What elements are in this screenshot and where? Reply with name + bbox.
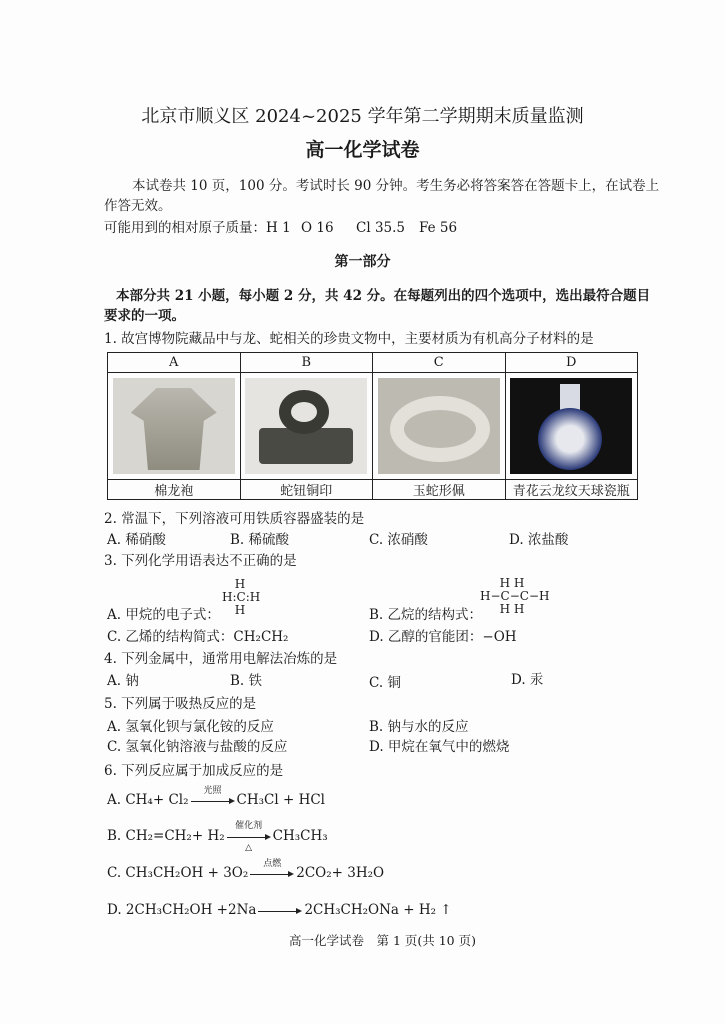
q4-option-c: C. 铜 — [369, 675, 401, 691]
q6-option-b: B. CH₂=CH₂+ H₂ 催化剂 △ CH₃CH₃ — [107, 820, 328, 853]
porcelain-vase-image — [510, 378, 632, 474]
q4-option-a: A. 钠 — [107, 673, 139, 689]
q3-option-c: C. 乙烯的结构简式：CH₂CH₂ — [107, 629, 289, 645]
q1-options-table — [107, 352, 638, 500]
label-b: 蛇钮铜印 — [240, 480, 373, 500]
q6-option-a: A. CH₄+ Cl₂ 光照 CH₃Cl + HCl — [107, 785, 325, 808]
q3-stem: 3. 下列化学用语表达不正确的是 — [104, 553, 297, 569]
cotton-robe-image — [113, 378, 235, 474]
q6-stem: 6. 下列反应属于加成反应的是 — [104, 763, 284, 779]
col-b: B — [240, 353, 373, 373]
q6-option-d: D. 2CH₃CH₂OH +2Na 2CH₃CH₂ONa + H₂ ↑ — [107, 902, 452, 918]
mass-o: O 16 — [301, 220, 334, 236]
q5-stem: 5. 下列属于吸热反应的是 — [104, 696, 257, 712]
col-a: A — [108, 353, 241, 373]
section-title: 第一部分 — [334, 254, 391, 270]
q3-option-b: B. 乙烷的结构式： — [369, 607, 483, 623]
methane-electron-formula: H H:C:H H — [222, 577, 261, 618]
q2-option-c: C. 浓硝酸 — [369, 532, 428, 548]
label-a: 棉龙袍 — [108, 480, 241, 500]
col-c: C — [373, 353, 506, 373]
q5-option-d: D. 甲烷在氧气中的燃烧 — [369, 739, 510, 755]
q2-option-d: D. 浓盐酸 — [509, 532, 569, 548]
ethane-structural-formula: H H H−C−C−H H H — [480, 576, 550, 617]
section-desc1: 本部分共 21 小题，每小题 2 分，共 42 分。在每题列出的四个选项中，选出最符合题目 — [116, 288, 651, 304]
label-d: 青花云龙纹天球瓷瓶 — [505, 480, 638, 500]
q5-option-a: A. 氢氧化钡与氯化铵的反应 — [107, 719, 274, 735]
q6-option-c: C. CH₃CH₂OH + 3O₂ 点燃 2CO₂+ 3H₂O — [107, 858, 385, 881]
q4-option-b: B. 铁 — [230, 673, 263, 689]
jade-snake-pendant-image — [378, 378, 500, 474]
mass-cl: Cl 35.5 — [356, 220, 405, 236]
page-footer: 高一化学试卷 第 1 页(共 10 页) — [288, 933, 476, 948]
section-desc2: 要求的一项。 — [104, 308, 185, 324]
q3-option-a: A. 甲烷的电子式： — [107, 607, 220, 623]
intro-line1: 本试卷共 10 页，100 分。考试时长 90 分钟。考生务必将答案答在答题卡上，在试卷上 — [132, 178, 660, 194]
q5-option-b: B. 钠与水的反应 — [369, 719, 469, 735]
q5-option-c: C. 氢氧化钠溶液与盐酸的反应 — [107, 739, 288, 755]
q2-option-a: A. 稀硝酸 — [107, 532, 166, 548]
intro-line2: 作答无效。 — [104, 198, 172, 214]
mass-fe: Fe 56 — [419, 220, 458, 236]
q2-stem: 2. 常温下，下列溶液可用铁质容器盛装的是 — [104, 511, 365, 527]
q1-stem: 1. 故宫博物院藏品中与龙、蛇相关的珍贵文物中，主要材质为有机高分子材料的是 — [104, 331, 594, 347]
col-d: D — [505, 353, 638, 373]
q3-option-d: D. 乙醇的官能团：−OH — [369, 629, 517, 645]
exam-title: 北京市顺义区 2024~2025 学年第二学期期末质量监测 — [141, 106, 584, 127]
q4-option-d: D. 汞 — [511, 672, 544, 688]
q4-stem: 4. 下列金属中，通常用电解法冶炼的是 — [104, 651, 338, 667]
masses-label: 可能用到的相对原子质量：H 1 — [104, 220, 291, 236]
label-c: 玉蛇形佩 — [373, 480, 506, 500]
bronze-seal-image — [245, 378, 367, 474]
q2-option-b: B. 稀硫酸 — [230, 532, 290, 548]
exam-subtitle: 高一化学试卷 — [305, 139, 420, 161]
